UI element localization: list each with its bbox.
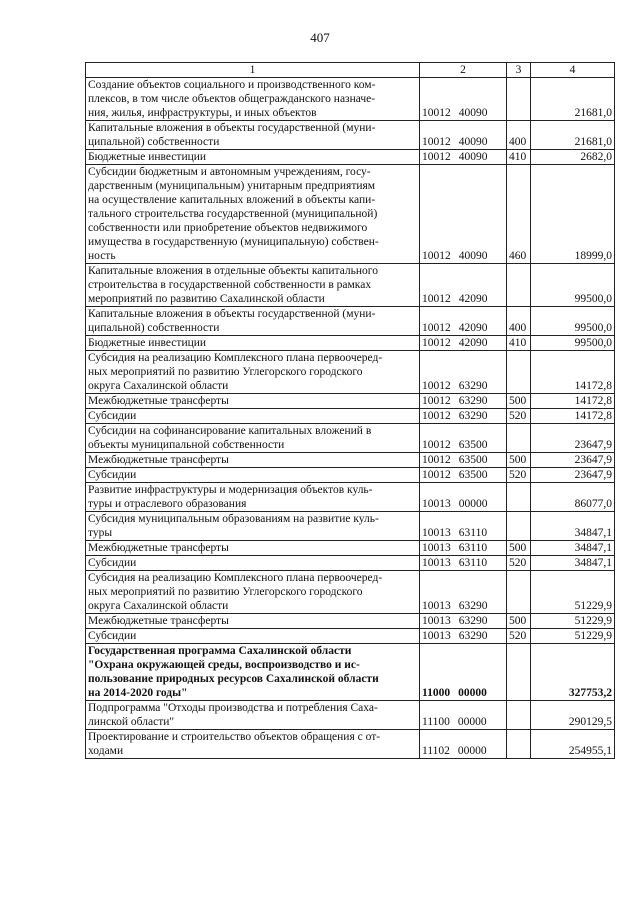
row-amount: 99500,0: [531, 336, 615, 351]
table-row: [86, 424, 615, 453]
row-name: Субсидии бюджетным и автономным учреждениям, госу- дарственным (муниципальным) унитарным предприятиям на осуществление капитальных вложений в объекты капи- тального строительства государственной (муниципальной) собственности или приобретение объектов недвижимого имущества в государственную (муниципальную) собствен- ность: [86, 165, 420, 264]
table-row: [86, 165, 615, 264]
table-row: [86, 571, 615, 614]
header-col-3: 3: [507, 63, 531, 78]
row-amount: 51229,9: [531, 614, 615, 629]
code-program: 10012: [422, 136, 451, 148]
row-name: Бюджетные инвестиции: [86, 150, 420, 165]
row-expense-type: [507, 701, 531, 730]
row-name: Капитальные вложения в объекты государственной (муни- ципальной) собственности: [86, 121, 420, 150]
row-name: Капитальные вложения в отдельные объекты капитального строительства в государственной собственности в рамках мероприятий по развитию Сахалинской области: [86, 264, 420, 307]
page-number: 407: [310, 30, 330, 45]
code-direction: 42090: [458, 322, 488, 334]
row-amount: 21681,0: [531, 78, 615, 121]
code-direction: 40090: [458, 250, 488, 262]
row-amount: 23647,9: [531, 453, 615, 468]
row-amount: 51229,9: [531, 571, 615, 614]
row-name: Бюджетные инвестиции: [86, 336, 420, 351]
row-expense-type: 520: [507, 409, 531, 424]
code-program: 10013: [422, 557, 451, 569]
table-row: [86, 730, 615, 759]
row-code: [420, 409, 507, 424]
code-direction: 40090: [458, 107, 488, 119]
code-program: 10012: [422, 250, 451, 262]
table-row: [86, 307, 615, 336]
row-name: Капитальные вложения в объекты государственной (муни- ципальной) собственности: [86, 307, 420, 336]
table-row: [86, 644, 615, 701]
row-expense-type: 400: [507, 121, 531, 150]
code-direction: 42090: [458, 337, 488, 349]
row-expense-type: 520: [507, 556, 531, 571]
row-name: Создание объектов социального и производственного ком- плексов, в том числе объектов общегражданского назначе- ния, жилья, инфраструктуры, и иных объектов: [86, 78, 420, 121]
row-code: [420, 394, 507, 409]
row-name: Субсидии: [86, 629, 420, 644]
row-amount: 14172,8: [531, 409, 615, 424]
row-expense-type: [507, 351, 531, 394]
row-name: Межбюджетные трансферты: [86, 614, 420, 629]
header-col-2: 2: [420, 63, 507, 78]
row-amount: 14172,8: [531, 394, 615, 409]
code-program: 10012: [422, 322, 451, 334]
table-row: [86, 614, 615, 629]
row-name: Межбюджетные трансферты: [86, 394, 420, 409]
row-expense-type: [507, 483, 531, 512]
code-direction: 00000: [458, 687, 487, 699]
code-program: 10012: [422, 293, 451, 305]
row-code: [420, 150, 507, 165]
code-direction: 63110: [458, 527, 488, 539]
table-row: [86, 453, 615, 468]
code-program: 11000: [422, 687, 451, 699]
row-code: [420, 468, 507, 483]
row-expense-type: 410: [507, 336, 531, 351]
code-program: 10013: [422, 498, 451, 510]
code-program: 10012: [422, 395, 451, 407]
row-expense-type: [507, 264, 531, 307]
row-name: Субсидии: [86, 468, 420, 483]
code-program: 11100: [422, 716, 450, 728]
row-amount: 23647,9: [531, 424, 615, 453]
row-expense-type: [507, 424, 531, 453]
row-name: Проектирование и строительство объектов обращения с от- ходами: [86, 730, 420, 759]
code-program: 10013: [422, 527, 451, 539]
row-amount: 86077,0: [531, 483, 615, 512]
row-name: Межбюджетные трансферты: [86, 453, 420, 468]
code-direction: 63290: [458, 600, 488, 612]
code-program: 10012: [422, 107, 451, 119]
code-direction: 42090: [458, 293, 488, 305]
table-row: [86, 78, 615, 121]
code-program: 10013: [422, 600, 451, 612]
row-expense-type: 500: [507, 614, 531, 629]
row-name: Межбюджетные трансферты: [86, 541, 420, 556]
row-amount: 99500,0: [531, 264, 615, 307]
row-amount: 51229,9: [531, 629, 615, 644]
row-name: Субсидия муниципальным образованиям на развитие куль- туры: [86, 512, 420, 541]
code-direction: 63290: [458, 395, 488, 407]
row-name: Субсидия на реализацию Комплексного плана первоочеред- ных мероприятий по развитию Углегорского городского округа Сахалинской области: [86, 351, 420, 394]
code-direction: 63500: [458, 454, 488, 466]
row-code: [420, 644, 507, 701]
row-amount: 99500,0: [531, 307, 615, 336]
row-amount: 34847,1: [531, 541, 615, 556]
row-name: Государственная программа Сахалинской области "Охрана окружающей среды, воспроизводство и ис- пользование природных ресурсов Сахалинской области на 2014-2020 годы": [86, 644, 420, 701]
row-code: [420, 165, 507, 264]
row-expense-type: 500: [507, 541, 531, 556]
row-amount: 254955,1: [531, 730, 615, 759]
table-row: [86, 541, 615, 556]
row-amount: 21681,0: [531, 121, 615, 150]
row-expense-type: 520: [507, 629, 531, 644]
row-code: [420, 571, 507, 614]
table-row: [86, 351, 615, 394]
row-amount: 23647,9: [531, 468, 615, 483]
row-code: [420, 701, 507, 730]
row-expense-type: 410: [507, 150, 531, 165]
code-direction: 63500: [458, 469, 488, 481]
row-expense-type: [507, 78, 531, 121]
row-expense-type: [507, 644, 531, 701]
row-code: [420, 307, 507, 336]
row-amount: 34847,1: [531, 512, 615, 541]
row-amount: 327753,2: [531, 644, 615, 701]
code-program: 10013: [422, 630, 451, 642]
row-code: [420, 556, 507, 571]
code-program: 11102: [422, 745, 450, 757]
row-name: Субсидии на софинансирование капитальных вложений в объекты муниципальной собственности: [86, 424, 420, 453]
code-program: 10012: [422, 469, 451, 481]
code-direction: 40090: [458, 151, 488, 163]
code-program: 10012: [422, 410, 451, 422]
table-row: [86, 701, 615, 730]
code-program: 10012: [422, 151, 451, 163]
code-direction: 63290: [458, 615, 488, 627]
code-direction: 40090: [458, 136, 488, 148]
table-row: [86, 556, 615, 571]
table-row: [86, 394, 615, 409]
table-row: [86, 336, 615, 351]
row-code: [420, 351, 507, 394]
header-col-4: 4: [531, 63, 615, 78]
code-direction: 63290: [458, 410, 488, 422]
row-code: [420, 78, 507, 121]
table-row: [86, 150, 615, 165]
row-name: Субсидии: [86, 556, 420, 571]
row-amount: 14172,8: [531, 351, 615, 394]
row-expense-type: 500: [507, 394, 531, 409]
row-code: [420, 121, 507, 150]
table-row: [86, 264, 615, 307]
code-direction: 00000: [457, 716, 487, 728]
row-amount: 34847,1: [531, 556, 615, 571]
row-expense-type: [507, 730, 531, 759]
budget-table: [85, 62, 615, 759]
row-expense-type: 400: [507, 307, 531, 336]
row-code: [420, 453, 507, 468]
code-program: 10013: [422, 615, 451, 627]
row-code: [420, 541, 507, 556]
code-direction: 63500: [458, 439, 488, 451]
table-row: [86, 409, 615, 424]
code-direction: 63110: [458, 557, 488, 569]
code-direction: 63290: [458, 380, 488, 392]
code-program: 10013: [422, 542, 451, 554]
row-expense-type: [507, 512, 531, 541]
code-direction: 63110: [458, 542, 488, 554]
table-row: [86, 468, 615, 483]
row-code: [420, 264, 507, 307]
row-expense-type: 500: [507, 453, 531, 468]
table-row: [86, 121, 615, 150]
table-row: [86, 629, 615, 644]
table-header-row: [86, 63, 615, 78]
row-expense-type: [507, 571, 531, 614]
row-name: Развитие инфраструктуры и модернизация объектов куль- туры и отраслевого образования: [86, 483, 420, 512]
code-program: 10012: [422, 454, 451, 466]
code-direction: 00000: [457, 745, 487, 757]
table-row: [86, 512, 615, 541]
code-program: 10012: [422, 380, 451, 392]
row-code: [420, 730, 507, 759]
row-code: [420, 512, 507, 541]
row-expense-type: 520: [507, 468, 531, 483]
row-expense-type: 460: [507, 165, 531, 264]
row-name: Подпрограмма "Отходы производства и потребления Саха- линской области": [86, 701, 420, 730]
code-direction: 63290: [458, 630, 488, 642]
row-name: Субсидии: [86, 409, 420, 424]
row-amount: 2682,0: [531, 150, 615, 165]
row-code: [420, 614, 507, 629]
row-name: Субсидия на реализацию Комплексного плана первоочеред- ных мероприятий по развитию Углегорского городского округа Сахалинской области: [86, 571, 420, 614]
row-code: [420, 629, 507, 644]
row-amount: 18999,0: [531, 165, 615, 264]
table-row: [86, 483, 615, 512]
code-direction: 00000: [458, 498, 488, 510]
code-program: 10012: [422, 337, 451, 349]
row-amount: 290129,5: [531, 701, 615, 730]
row-code: [420, 424, 507, 453]
code-program: 10012: [422, 439, 451, 451]
row-code: [420, 483, 507, 512]
row-code: [420, 336, 507, 351]
header-col-1: 1: [86, 63, 420, 78]
